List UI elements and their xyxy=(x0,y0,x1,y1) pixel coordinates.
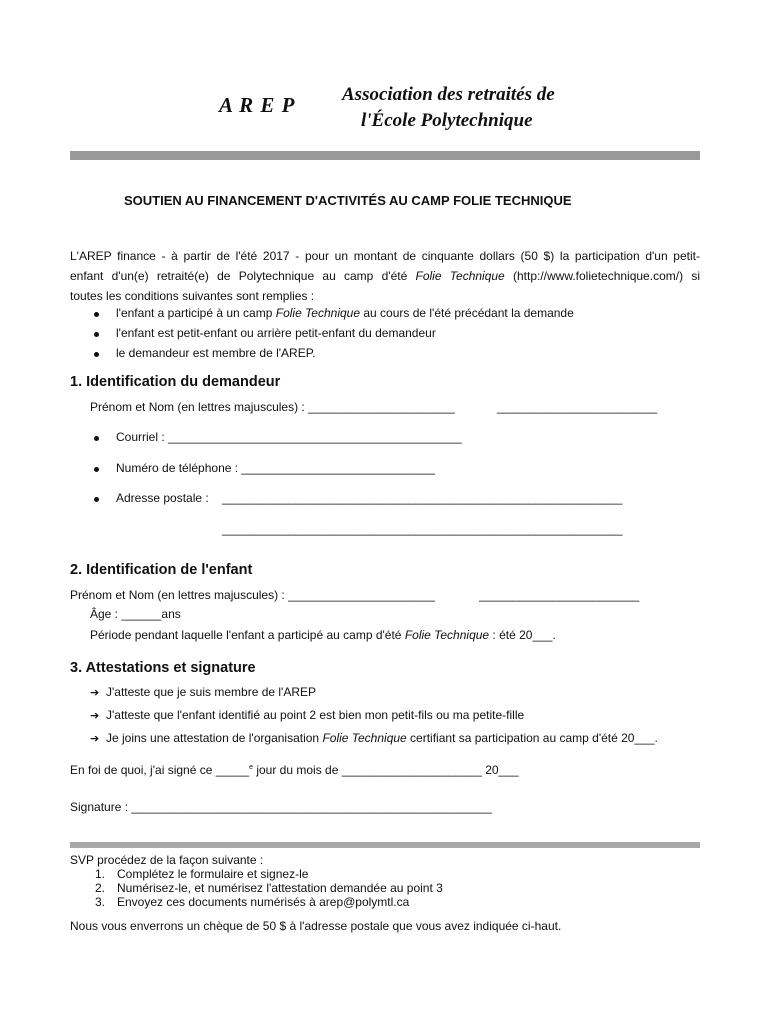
step-number: 3. xyxy=(95,895,106,909)
child-name-field-2[interactable]: ________________________ xyxy=(479,588,640,602)
age-field[interactable]: Âge : ______ans xyxy=(90,607,181,621)
instructions-title: SVP procédez de la façon suivante : xyxy=(70,853,264,867)
condition-item: l'enfant a participé à un camp Folie Technique au cours de l'été précédant la demande xyxy=(116,306,574,320)
signed-date-field[interactable]: En foi de quoi, j'ai signé ce _____$^e$ jour du mois de _____________________ 20___ xyxy=(70,763,519,777)
bullet-icon xyxy=(94,467,99,472)
intro-paragraph xyxy=(70,246,700,306)
arrow-right-icon: ➔ xyxy=(90,686,100,699)
intro-line-1: L'AREP finance - à partir de l'été 2017 - pour un montant de cinquante dollars (50 $) la participation d'un petit- xyxy=(70,249,700,263)
section2-title: 2. Identification de l'enfant xyxy=(70,562,253,578)
bullet-icon xyxy=(94,332,99,337)
intro-line-3: toutes les conditions suivantes sont remplies : xyxy=(70,289,315,303)
camp-period-field[interactable]: Période pendant laquelle l'enfant a participé au camp d'été Folie Technique : été 20___. xyxy=(90,628,556,642)
condition-item: le demandeur est membre de l'AREP. xyxy=(116,346,316,360)
condition-item: l'enfant est petit-enfant ou arrière petit-enfant du demandeur xyxy=(116,326,436,340)
bullet-icon xyxy=(94,352,99,357)
step-text: Envoyez ces documents numérisés à arep@polymtl.ca xyxy=(117,895,410,909)
closing-note: Nous vous enverrons un chèque de 50 $ à l'adresse postale que vous avez indiquée ci-haut. xyxy=(70,919,562,933)
attestation-item: J'atteste que l'enfant identifié au point 2 est bien mon petit-fils ou ma petite-fille xyxy=(106,708,525,722)
association-name-line1: Association des retraités de xyxy=(342,84,555,105)
document-title: SOUTIEN AU FINANCEMENT D'ACTIVITÉS AU CAMP FOLIE TECHNIQUE xyxy=(124,193,572,208)
attestation-item: J'atteste que je suis membre de l'AREP xyxy=(106,685,317,699)
address-field-line2[interactable]: ____________________________________________________________ xyxy=(222,522,623,536)
address-label: Adresse postale : xyxy=(116,491,209,505)
association-name-line2: l'École Polytechnique xyxy=(361,110,533,131)
bullet-icon xyxy=(94,312,99,317)
email-field[interactable]: Courriel : ____________________________________________ xyxy=(116,430,462,444)
arep-logo-text: A R E P xyxy=(219,93,296,117)
bullet-icon xyxy=(94,497,99,502)
section1-title: 1. Identification du demandeur xyxy=(70,374,281,390)
step-text: Numérisez-le, et numérisez l'attestation demandée au point 3 xyxy=(117,881,443,895)
arrow-right-icon: ➔ xyxy=(90,732,100,745)
requester-name-field-2[interactable]: ________________________ xyxy=(497,400,658,414)
header-divider xyxy=(70,151,700,160)
intro-line-2: enfant d'un(e) retraité(e) de Polytechnique au camp d'été Folie Technique (http://www.folietechnique.com/) si xyxy=(70,269,700,283)
footer-divider xyxy=(70,842,700,848)
address-field-line1[interactable]: ____________________________________________________________ xyxy=(222,491,623,505)
phone-field[interactable]: Numéro de téléphone : _____________________________ xyxy=(116,461,435,475)
step-text: Complétez le formulaire et signez-le xyxy=(117,867,309,881)
attestation-item: Je joins une attestation de l'organisation Folie Technique certifiant sa participation au camp d'été 20___. xyxy=(106,731,658,745)
bullet-icon xyxy=(94,436,99,441)
step-number: 2. xyxy=(95,881,106,895)
section3-title: 3. Attestations et signature xyxy=(70,660,256,676)
requester-name-field[interactable]: Prénom et Nom (en lettres majuscules) : ______________________ xyxy=(90,400,455,414)
child-name-field[interactable]: Prénom et Nom (en lettres majuscules) : ______________________ xyxy=(70,588,435,602)
arrow-right-icon: ➔ xyxy=(90,709,100,722)
step-number: 1. xyxy=(95,867,106,881)
signature-field[interactable]: Signature : ______________________________________________________ xyxy=(70,800,492,814)
